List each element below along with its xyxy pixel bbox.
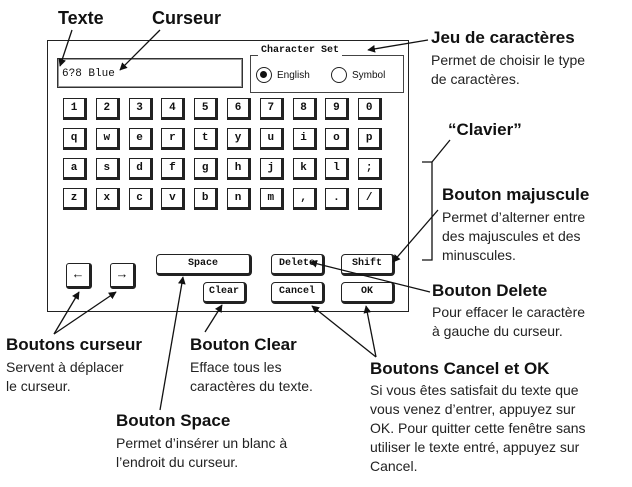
key-2[interactable]: 3	[129, 98, 153, 120]
radio-symbol[interactable]	[331, 67, 347, 83]
cursor-right-button[interactable]: →	[110, 263, 136, 289]
delete-button[interactable]: Delete	[271, 254, 325, 276]
key-17[interactable]: i	[293, 128, 317, 150]
key-39[interactable]: /	[358, 188, 382, 210]
callout-space-desc: Permet d’insérer un blanc à l’endroit du curseur.	[116, 435, 288, 470]
key-25[interactable]: h	[227, 158, 251, 180]
key-10[interactable]: q	[63, 128, 87, 150]
key-22[interactable]: d	[129, 158, 153, 180]
callout-jeu-desc: Permet de choisir le type de caractères.	[431, 52, 586, 87]
key-34[interactable]: b	[194, 188, 218, 210]
key-30[interactable]: z	[63, 188, 87, 210]
key-19[interactable]: p	[358, 128, 382, 150]
callout-clavier: “Clavier”	[448, 120, 522, 139]
key-0[interactable]: 1	[63, 98, 87, 120]
key-29[interactable]: ;	[358, 158, 382, 180]
key-13[interactable]: r	[161, 128, 185, 150]
callout-majuscule-desc: Permet d’alterner entre des majuscules et des minuscules.	[442, 209, 586, 263]
callout-texte: Texte	[58, 8, 104, 28]
key-9[interactable]: 0	[358, 98, 382, 120]
callout-majuscule-title: Bouton majuscule	[442, 185, 590, 204]
key-28[interactable]: l	[325, 158, 349, 180]
key-31[interactable]: x	[96, 188, 120, 210]
key-37[interactable]: ,	[293, 188, 317, 210]
key-12[interactable]: e	[129, 128, 153, 150]
text-input[interactable]: 6?8 Blue	[57, 58, 243, 88]
key-18[interactable]: o	[325, 128, 349, 150]
character-set-title: Character Set	[258, 45, 342, 56]
space-button[interactable]: Space	[156, 254, 252, 276]
key-38[interactable]: .	[325, 188, 349, 210]
key-32[interactable]: c	[129, 188, 153, 210]
cursor-left-button[interactable]: ←	[66, 263, 92, 289]
callout-clear-desc: Efface tous les caractères du texte.	[190, 359, 313, 394]
key-35[interactable]: n	[227, 188, 251, 210]
key-4[interactable]: 5	[194, 98, 218, 120]
key-26[interactable]: j	[260, 158, 284, 180]
key-16[interactable]: u	[260, 128, 284, 150]
callout-space-title: Bouton Space	[116, 411, 231, 430]
callout-clear-title: Bouton Clear	[190, 335, 297, 354]
key-15[interactable]: y	[227, 128, 251, 150]
callout-boutons-curseur-desc: Servent à déplacer le curseur.	[6, 359, 124, 394]
callout-delete-title: Bouton Delete	[432, 281, 548, 300]
key-3[interactable]: 4	[161, 98, 185, 120]
key-33[interactable]: v	[161, 188, 185, 210]
callout-cancel-ok-desc: Si vous êtes satisfait du texte que vous venez d’entrer, appuyez sur OK. Pour quitter cette fenêtre sans utiliser le texte entré, appuyez sur Cancel.	[370, 382, 586, 474]
key-36[interactable]: m	[260, 188, 284, 210]
key-23[interactable]: f	[161, 158, 185, 180]
callout-delete-desc: Pour effacer le caractère à gauche du curseur.	[432, 304, 586, 339]
callout-cancel-ok-title: Boutons Cancel et OK	[370, 359, 550, 378]
key-6[interactable]: 7	[260, 98, 284, 120]
key-21[interactable]: s	[96, 158, 120, 180]
radio-symbol-label: Symbol	[352, 70, 386, 81]
callout-boutons-curseur-title: Boutons curseur	[6, 335, 143, 354]
shift-button[interactable]: Shift	[341, 254, 395, 276]
ok-button[interactable]: OK	[341, 282, 395, 304]
key-14[interactable]: t	[194, 128, 218, 150]
clear-button[interactable]: Clear	[203, 282, 247, 304]
callout-jeu-title: Jeu de caractères	[431, 28, 575, 47]
key-20[interactable]: a	[63, 158, 87, 180]
key-11[interactable]: w	[96, 128, 120, 150]
key-8[interactable]: 9	[325, 98, 349, 120]
radio-english-label: English	[277, 70, 310, 81]
radio-english[interactable]	[256, 67, 272, 83]
key-5[interactable]: 6	[227, 98, 251, 120]
cancel-button[interactable]: Cancel	[271, 282, 325, 304]
key-1[interactable]: 2	[96, 98, 120, 120]
key-27[interactable]: k	[293, 158, 317, 180]
key-7[interactable]: 8	[293, 98, 317, 120]
callout-curseur: Curseur	[152, 8, 222, 28]
key-24[interactable]: g	[194, 158, 218, 180]
